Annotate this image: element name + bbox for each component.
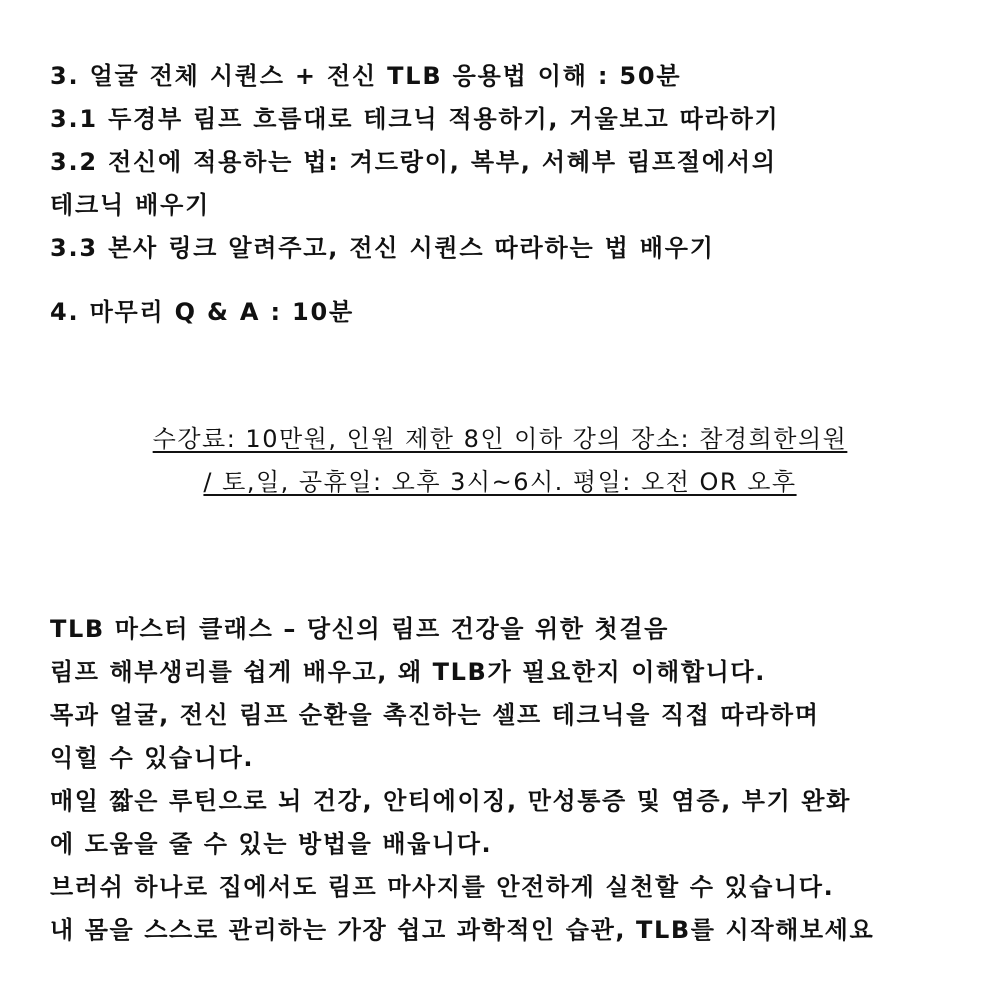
intro-line: 익힐 수 있습니다. <box>50 744 255 772</box>
intro-line: 브러쉬 하나로 집에서도 림프 마사지를 안전하게 실천할 수 있습니다. <box>50 873 835 901</box>
intro-line: 목과 얼굴, 전신 림프 순환을 촉진하는 셀프 테크닉을 직접 따라하며 <box>50 701 820 729</box>
agenda-item-3-3: 3.3 본사 링크 알려주고, 전신 시퀀스 따라하는 법 배우기 <box>50 234 715 262</box>
intro-line: 에 도움을 줄 수 있는 방법을 배웁니다. <box>50 830 493 858</box>
notice-fee-location: 수강료: 10만원, 인원 제한 8인 이하 강의 장소: 참경희한의원 <box>152 425 848 453</box>
agenda-item-4: 4. 마무리 Q & A : 10분 <box>50 298 354 326</box>
agenda-item-3: 3. 얼굴 전체 시퀀스 + 전신 TLB 응용법 이해 : 50분 <box>50 62 682 90</box>
agenda-item-3-1: 3.1 두경부 림프 흐름대로 테크닉 적용하기, 거울보고 따라하기 <box>50 105 780 133</box>
notice-schedule: / 토,일, 공휴일: 오후 3시~6시. 평일: 오전 OR 오후 <box>203 468 797 496</box>
intro-line: 림프 해부생리를 쉽게 배우고, 왜 TLB가 필요한지 이해합니다. <box>50 658 766 686</box>
intro-headline: TLB 마스터 클래스 – 당신의 림프 건강을 위한 첫걸음 <box>50 615 669 643</box>
intro-line: 매일 짧은 루틴으로 뇌 건강, 안티에이징, 만성통증 및 염증, 부기 완화 <box>50 787 851 815</box>
intro-line: 내 몸을 스스로 관리하는 가장 쉽고 과학적인 습관, TLB를 시작해보세요 <box>50 916 875 944</box>
agenda-item-3-2: 3.2 전신에 적용하는 법: 겨드랑이, 복부, 서혜부 림프절에서의 <box>50 148 777 176</box>
agenda-item-3-2-continued: 테크닉 배우기 <box>50 191 211 219</box>
